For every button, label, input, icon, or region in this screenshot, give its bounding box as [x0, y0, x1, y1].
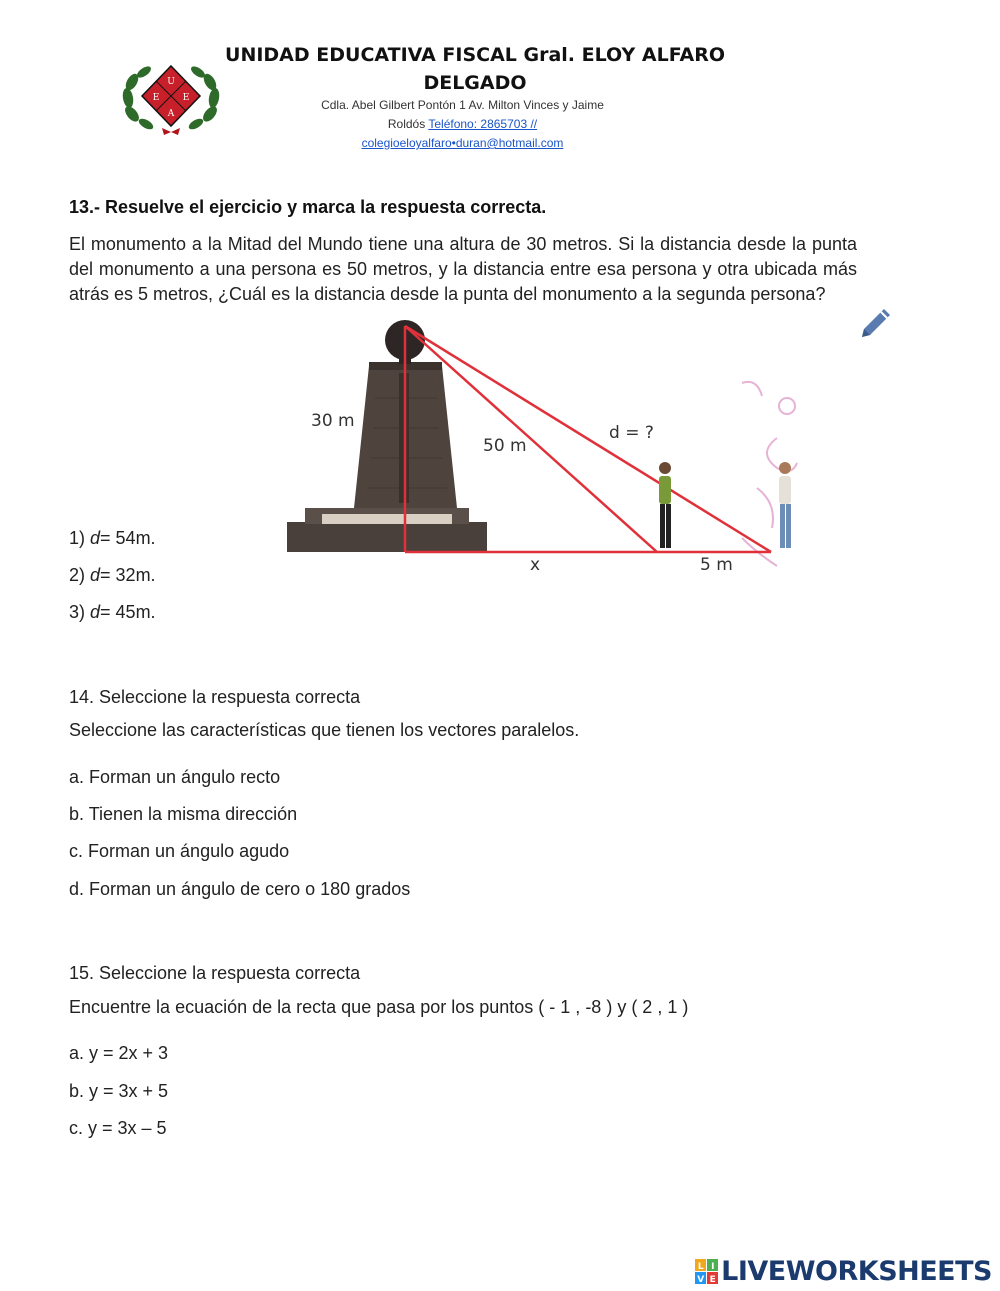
- hypotenuse-50-label: 50 m: [483, 436, 527, 456]
- email-row: [230, 136, 695, 150]
- option-number: 2): [69, 565, 91, 585]
- liveworksheets-logo[interactable]: [695, 1256, 992, 1287]
- person-far-figure: [779, 462, 791, 548]
- school-name-line2: DELGADO: [423, 72, 527, 94]
- phone-link[interactable]: Teléfono: 2865703 //: [428, 117, 538, 131]
- email-link[interactable]: colegioeloyalfaro•duran@hotmail.com: [361, 136, 564, 150]
- address-continued: Roldós: [387, 117, 429, 131]
- q14-statement: Seleccione las características que tienen los vectores paralelos.: [69, 720, 580, 740]
- school-contact: [230, 117, 695, 131]
- option-number: 1): [69, 528, 91, 548]
- person-near-figure: [659, 462, 671, 548]
- q14-option-d[interactable]: d. Forman un ángulo de cero o 180 grados: [69, 879, 411, 899]
- q15-title: 15. Seleccione la respuesta correcta: [69, 963, 361, 983]
- q14-option-b[interactable]: b. Tienen la misma dirección: [69, 804, 298, 824]
- q15-option-a[interactable]: a. y = 2x + 3: [69, 1043, 169, 1063]
- q13-option-3[interactable]: [69, 602, 156, 623]
- q15-statement: Encuentre la ecuación de la recta que pasa por los puntos ( - 1 , -8 ) y ( 2 , 1 ): [69, 997, 689, 1017]
- q13-title: 13.- Resuelve el ejercicio y marca la respuesta correcta.: [69, 197, 547, 217]
- badge-letter: E: [709, 1274, 716, 1285]
- pencil-icon: [856, 303, 896, 343]
- logo-letter: E: [152, 93, 160, 103]
- option-variable: d: [90, 528, 101, 548]
- q14-option-c[interactable]: c. Forman un ángulo agudo: [69, 841, 290, 861]
- option-variable: d: [90, 602, 101, 622]
- logo-letter: A: [167, 109, 175, 119]
- distance-d-label: d = ?: [609, 423, 654, 443]
- option-value: = 54m.: [100, 528, 156, 548]
- height-label: 30 m: [311, 411, 355, 431]
- school-address: Cdla. Abel Gilbert Pontón 1 Av. Milton Vinces y Jaime: [321, 98, 604, 112]
- option-variable: d: [90, 565, 101, 585]
- badge-letter: I: [711, 1261, 715, 1272]
- live-badge-icon: [695, 1259, 719, 1285]
- base-x-label: x: [530, 555, 541, 575]
- school-name-line1: UNIDAD EDUCATIVA FISCAL Gral. ELOY ALFARO: [225, 44, 725, 66]
- q15-option-c[interactable]: c. y = 3x – 5: [69, 1118, 167, 1138]
- logo-letter: U: [167, 77, 175, 87]
- badge-letter: L: [698, 1261, 704, 1272]
- q13-option-1[interactable]: [69, 528, 156, 549]
- gap-5m-label: 5 m: [700, 555, 733, 575]
- q14-title: 14. Seleccione la respuesta correcta: [69, 687, 361, 707]
- option-value: = 45m.: [100, 602, 156, 622]
- logo-letter: E: [182, 93, 190, 103]
- q13-statement: El monumento a la Mitad del Mundo tiene una altura de 30 metros. Si la distancia desde la punta del monumento a una persona es 50 metros, y la distancia entre esa persona y otra ubicada más atrás es 5 metros, ¿Cuál es la distancia desde la punta del monumento a la segunda persona?: [69, 234, 857, 304]
- q15-option-b[interactable]: b. y = 3x + 5: [69, 1081, 169, 1101]
- monument-figure: [287, 318, 802, 576]
- q14-option-a[interactable]: a. Forman un ángulo recto: [69, 767, 281, 787]
- monument-drawing: [287, 320, 487, 552]
- option-value: = 32m.: [100, 565, 156, 585]
- q13-option-2[interactable]: [69, 565, 156, 586]
- badge-letter: V: [697, 1274, 704, 1285]
- edit-pencil-button[interactable]: [856, 303, 896, 343]
- option-number: 3): [69, 602, 91, 622]
- brand-name: LIVEWORKSHEETS: [721, 1256, 992, 1287]
